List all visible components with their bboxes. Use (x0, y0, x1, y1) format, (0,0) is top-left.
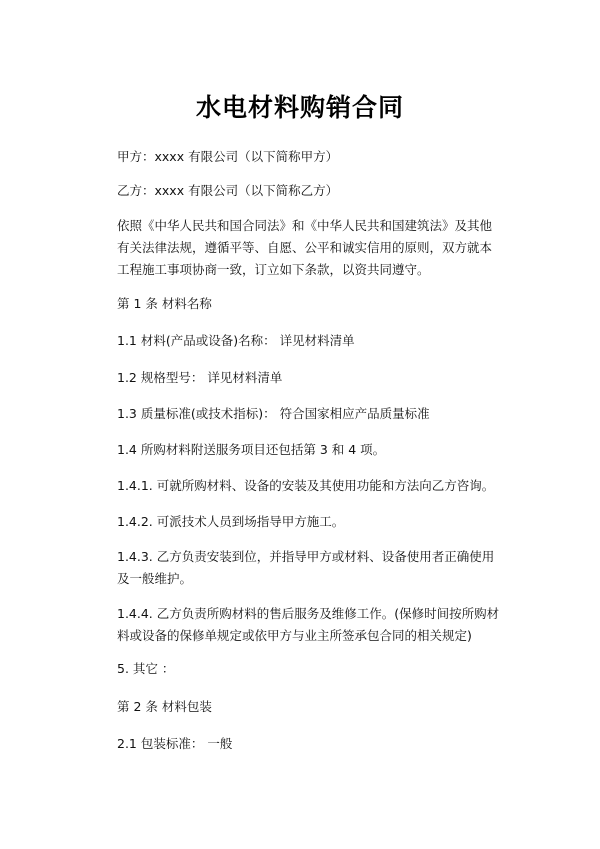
clause-1-3: 1.3 质量标准(或技术指标)： 符合国家相应产品质量标准 (117, 406, 430, 421)
clause-1-4-4: 1.4.4. 乙方负责所购材料的售后服务及维修工作。(保修时间按所购材料或设备的保修单规定或依甲方与业主所签承包合同的相关规定) (117, 606, 500, 643)
party-b-line: 乙方：xxxx 有限公司（以下简称乙方） (117, 183, 339, 198)
document-title: 水电材料购销合同 (195, 93, 404, 122)
clause-5-other: 5. 其它 ： (117, 661, 175, 676)
clause-1-1: 1.1 材料(产品或设备)名称： 详见材料清单 (117, 333, 355, 348)
party-a-line: 甲方：xxxx 有限公司（以下简称甲方） (117, 149, 339, 164)
clause-1-4-2: 1.4.2. 可派技术人员到场指导甲方施工。 (117, 514, 345, 529)
clause-1-4-3: 1.4.3. 乙方负责安装到位，并指导甲方或材料、设备使用者正确使用及一般维护。 (117, 549, 495, 586)
clause-1-2: 1.2 规格型号： 详见材料清单 (117, 370, 283, 385)
clause-1-4: 1.4 所购材料附送服务项目还包括第 3 和 4 项。 (117, 442, 386, 457)
clause-2-1: 2.1 包装标准： 一般 (117, 736, 233, 751)
preamble-paragraph: 依照《中华人民共和国合同法》和《中华人民共和国建筑法》及其他有关法律法规，遵循平等、自愿、公平和诚实信用的原则，双方就本工程施工事项协商一致，订立如下条款，以资共同遵守。 (117, 218, 493, 277)
article-1-heading: 第 1 条 材料名称 (117, 296, 212, 311)
article-2-heading: 第 2 条 材料包装 (117, 699, 212, 714)
clause-1-4-1: 1.4.1. 可就所购材料、设备的安装及其使用功能和方法向乙方咨询。 (117, 478, 495, 493)
